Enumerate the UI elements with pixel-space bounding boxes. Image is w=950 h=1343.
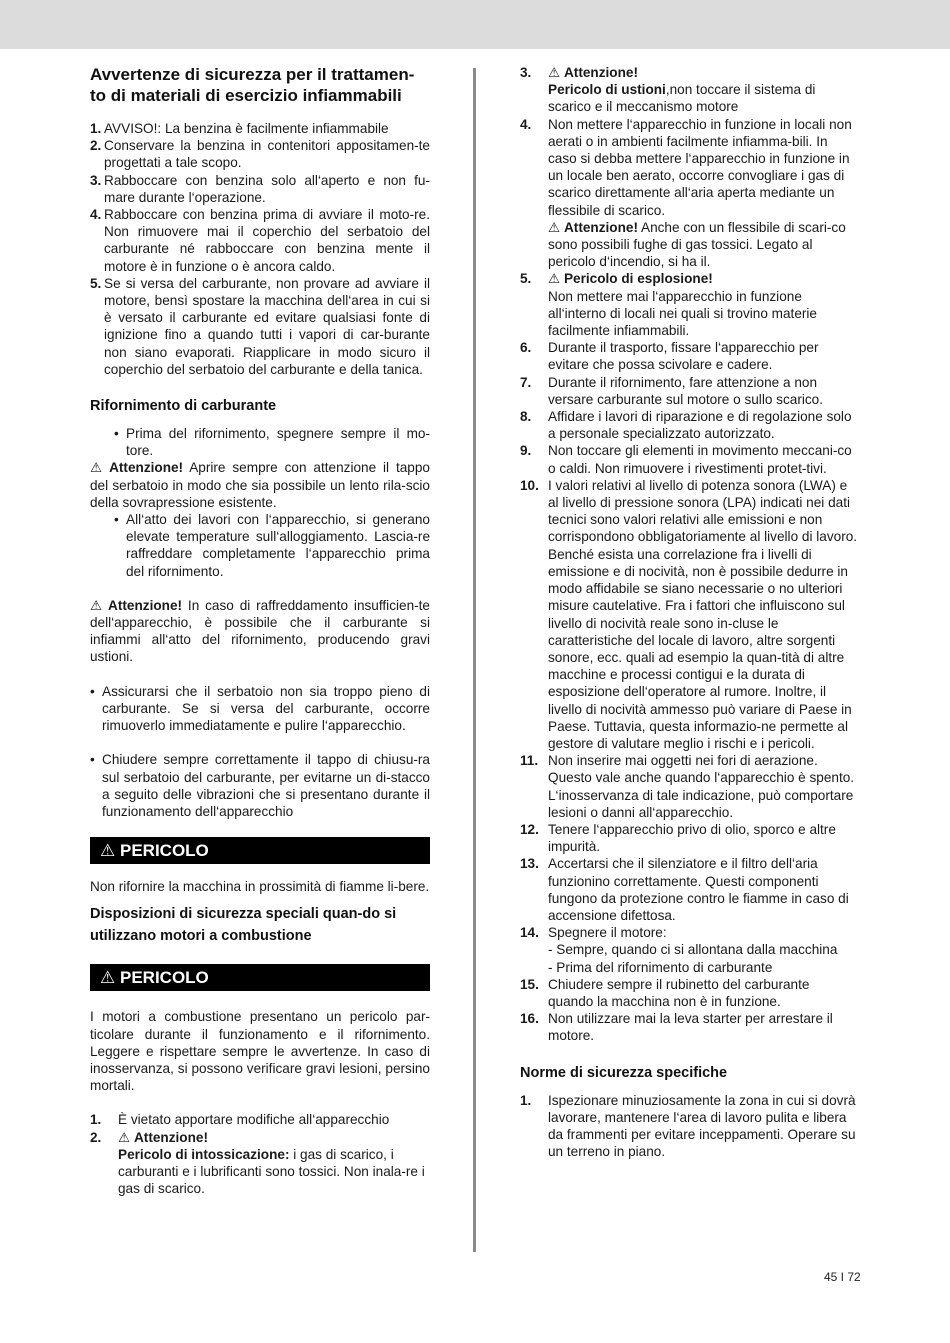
bullet-item: • Assicurarsi che il serbatoio non sia troppo pieno di carburante. Se si versa del carburante, occorre rimuoverlo immediatamente e pulire l‘apparecchio. xyxy=(90,683,430,734)
column-divider xyxy=(473,68,476,1252)
bullet-item: • All‘atto dei lavori con l‘apparecchio, si generano elevate temperature sull‘alloggiamento. Lascia-re raffreddare completamente l‘apparecchio prima del rifornimento. xyxy=(114,512,430,579)
list-item: 2. Conservare la benzina in contenitori appositamen-te progettati a tale scopo. xyxy=(90,138,430,171)
danger-text: Non rifornire la macchina in prossimità di fiamme li-bere. xyxy=(90,879,430,895)
list-item: 14. Spegnere il motore: - Sempre, quando ci si allontana dalla macchina - Prima del rifornimento di carburante xyxy=(520,925,838,975)
bullet-item: • Chiudere sempre correttamente il tappo di chiusu-ra sul serbatoio del carburante, per evitarne un di-stacco a seguito delle vibrazioni che si presentano durante il funzionamento dell‘apparecchio xyxy=(90,752,430,819)
list-item: 5. ⚠ Pericolo di esplosione! Non mettere mai l‘apparecchio in funzione all‘interno di locali nei quali si trovino materie facilmente infiammabili. xyxy=(520,271,817,339)
list-item: 4. Rabboccare con benzina prima di avviare il moto-re. Non rimuovere mai il coperchio del serbatoio del carburante né rabboccare con benzina mente il motore è in funzione o è ancora caldo. xyxy=(90,207,430,274)
list-item: 1. È vietato apportare modifiche all‘apparecchio xyxy=(90,1112,390,1128)
warning-paragraph: ⚠ Attenzione! In caso di raffreddamento insufficien-te dell‘apparecchio, è possibile che il carburante si infiammi all‘atto del rifornimento, producendo gravi ustioni. xyxy=(90,597,430,665)
special-heading: Disposizioni di sicurezza speciali quan-do si utilizzano motori a combustione xyxy=(90,906,397,945)
refuel-heading: Rifornimento di carburante xyxy=(90,398,277,415)
list-item: 9. Non toccare gli elementi in movimento meccani-co o caldi. Non rimuovere i rivestimenti protet-tivi. xyxy=(520,443,852,476)
list-item: 6. Durante il trasporto, fissare l‘apparecchio per evitare che possa scivolare e cadere. xyxy=(520,340,819,373)
bullet-icon: • xyxy=(114,512,119,528)
list-item: 3. ⚠ Attenzione! Pericolo di ustioni,non toccare il sistema di scarico e il meccanismo motore xyxy=(520,65,816,115)
warning-icon: ⚠ xyxy=(100,841,116,861)
list-item: 5. Se si versa del carburante, non provare ad avviare il motore, bensì spostare la macchina dell‘area in cui si è versato il carburante ed evitare qualsiasi fonte di ignizione fino a quando tutti i vapori di car-burante non siano evaporati. Riapplicare in modo sicuro il coperchio del serbatoio del carburante e della tanica. xyxy=(90,275,430,377)
list-item: 11. Non inserire mai oggetti nei fori di aerazione. Questo vale anche quando l‘apparecchio è spento. L‘inosservanza di tale indicazione, può comportare lesioni o danni all‘apparecchio. xyxy=(520,753,855,820)
warning-icon: ⚠ xyxy=(548,271,561,287)
danger-banner: ⚠ PERICOLO xyxy=(90,964,430,991)
list-item: 10. I valori relativi al livello di potenza sonora (LWA) e al livello di pressione sonora (LPA) indicati nei dati tecnici sono valori relativi alle emissioni e non corrispondono obbligatoriamente al livello di lavoro. Benché esista una correlazione fra i livelli di emissione e di nocività, non è possibile dedurre in modo affidabile se siano necessarie o no ulteriori misure cautelative. Fra i fattori che influiscono sul livello di nocività reale sono in-cluse le caratteristiche del locale di lavoro, altre sorgenti sonore, ecc. quali ad esempio la quan-tità di altre macchine e processi contigui e la durata di esposizione dell‘operatore al rumore. Inoltre, il livello di nocività ammesso può variare di Paese in Paese. Tuttavia, questa informazio-ne permette al gestore di valutare meglio i rischi e i pericoli. xyxy=(520,477,858,751)
bullet-icon: • xyxy=(90,752,95,768)
bullet-icon: • xyxy=(114,426,119,442)
list-item: 16. Non utilizzare mai la leva starter per arrestare il motore. xyxy=(520,1011,833,1044)
warning-paragraph: ⚠ Attenzione! Aprire sempre con attenzione il tappo del serbatoio in modo che sia possibile un lento rila-scio della sovrapressione esistente. xyxy=(90,460,430,510)
list-item: 8. Affidare i lavori di riparazione e di regolazione solo a personale specializzato autorizzato. xyxy=(520,409,852,442)
list-item: 12. Tenere l‘apparecchio privo di olio, sporco e altre impurità. xyxy=(520,821,836,855)
list-item: 7. Durante il rifornimento, fare attenzione a non versare carburante sul motore o sullo scarico. xyxy=(520,374,824,407)
list-item: 1. Ispezionare minuziosamente la zona in cui si dovrà lavorare, mantenere l‘area di lavoro pulita e libera da frammenti per evitare inceppamenti. Operare su un terreno in piano. xyxy=(520,1092,856,1160)
warning-icon: ⚠ xyxy=(90,460,103,476)
danger-text: I motori a combustione presentano un pericolo par-ticolare durante il funzionamento e il rifornimento. Leggere e rispettare sempre le avvertenze. In caso di inosservanza, si possono verificare gravi lesioni, persino mortali. xyxy=(90,1009,430,1094)
warning-icon: ⚠ xyxy=(90,597,103,613)
bullet-item: • Prima del rifornimento, spegnere sempre il mo-tore. xyxy=(114,426,430,459)
danger-banner: ⚠ PERICOLO xyxy=(90,837,430,864)
warning-icon: ⚠ xyxy=(118,1129,131,1145)
warning-icon: ⚠ xyxy=(100,968,116,988)
warning-icon: ⚠ xyxy=(548,65,561,80)
list-item: 13. Accertarsi che il silenziatore e il filtro dell‘aria funzionino correttamente. Questi componenti fungono da protezione contro le fiamme in caso di accensione difettosa. xyxy=(520,856,849,923)
list-item: 4. Non mettere l‘apparecchio in funzione in locali non aerati o in ambienti facilmente infiamma-bili. In caso si debba mettere l‘apparecchio in funzione in un locale ben aerato, occorre convogliare i gas di scarico direttamente all‘aria aperta mediante un flessibile di scarico. ⚠ Attenzione! Anche con un flessibile di scari-co sono possibili fughe di gas tossici. Legato al pericolo d‘incendio, si ha il. xyxy=(520,116,852,270)
list-item: 1. AVVISO!: La benzina è facilmente infiammabile xyxy=(90,121,389,136)
norms-heading: Norme di sicurezza specifiche xyxy=(520,1064,728,1081)
bullet-icon: • xyxy=(90,683,95,699)
right-column xyxy=(520,64,858,1160)
section-title-flammable: Avvertenze di sicurezza per il trattamen-to di materiali di esercizio infiammabili xyxy=(90,65,415,105)
list-item: 2. ⚠ Attenzione! Pericolo di intossicazione: i gas di scarico, i carburanti e i lubrificanti sono tossici. Non inala-re i gas di scarico. xyxy=(90,1129,425,1197)
list-item: 15. Chiudere sempre il rubinetto del carburante quando la macchina non è in funzione. xyxy=(520,976,810,1009)
list-item: 3. Rabboccare con benzina solo all‘aperto e non fu-mare durante l‘operazione. xyxy=(90,172,430,205)
header-band xyxy=(0,0,950,49)
page-number: 45 I 72 xyxy=(824,1270,861,1284)
left-column xyxy=(90,64,430,1197)
warning-icon: ⚠ xyxy=(548,219,561,235)
